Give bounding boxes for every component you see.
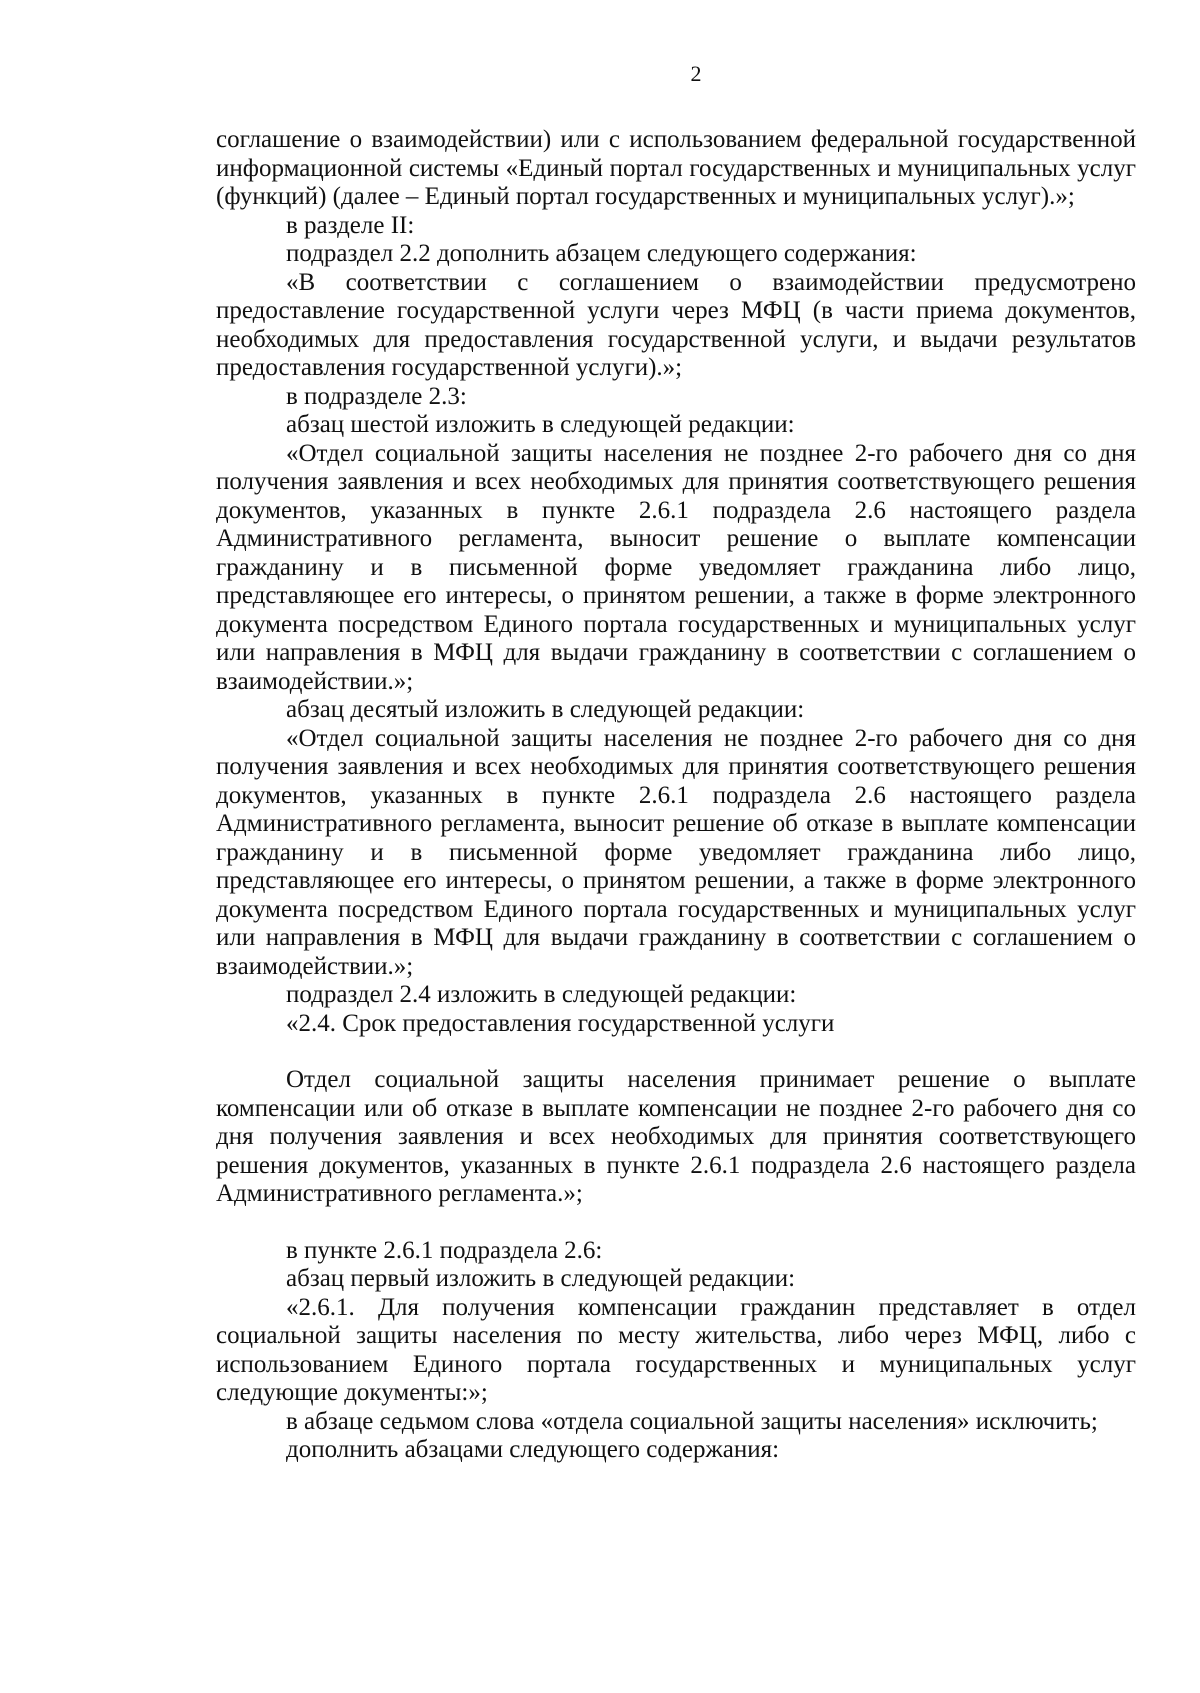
paragraph-abzac-10: абзац десятый изложить в следующей редакции:	[286, 696, 805, 723]
paragraph-abzac-1: абзац первый изложить в следующей редакции:	[286, 1265, 796, 1292]
paragraph-abzac-7: в абзаце седьмом слова «отдела социальной защиты населения» исключить;	[286, 1407, 1098, 1435]
paragraph-quote-2-6-1: «2.6.1. Для получения компенсации гражданин представляет в отдел социальной защиты населения по месту жительства, либо через МФЦ, либо с использованием Единого портала государственных и муниципальных услуг следующие документы:»;	[216, 1293, 1136, 1406]
paragraph-heading-2-4: «2.4. Срок предоставления государственной услуги	[286, 1009, 835, 1037]
paragraph-abzac-6: абзац шестой изложить в следующей редакции:	[286, 411, 795, 438]
paragraph-text-2-4: Отдел социальной защиты населения принимает решение о выплате компенсации или об отказе в выплате компенсации не позднее 2-го рабочего дня со дня получения заявления и всех необходимых для принятия соответствующего решения документов, указанных в пункте 2.6.1 подраздела 2.6 настоящего раздела Административного регламента.»;	[216, 1066, 1136, 1207]
paragraph-add-abzacs: дополнить абзацами следующего содержания:	[286, 1436, 780, 1463]
paragraph-subsection-2-4: подраздел 2.4 изложить в следующей редакции:	[286, 981, 797, 1008]
paragraph-subsection-2-3: в подразделе 2.3:	[286, 382, 467, 410]
paragraph-subsection-2-2: подраздел 2.2 дополнить абзацем следующего содержания:	[286, 240, 917, 267]
paragraph-quote-abzac-10: «Отдел социальной защиты населения не позднее 2-го рабочего дня со дня получения заявления и всех необходимых для принятия соответствующего решения документов, указанных в пункте 2.6.1 подраздела 2.6 настоящего раздела Административного регламента, выносит решение об отказе в выплате компенсации гражданину и в письменной форме уведомляет гражданина либо лицо, представляющее его интересы, о принятом решении, а также в форме электронного документа посредством Единого портала государственных и муниципальных услуг или направления в МФЦ для выдачи гражданину в соответствии с соглашением о взаимодействии.»;	[216, 724, 1136, 980]
paragraph-point-2-6-1: в пункте 2.6.1 подраздела 2.6:	[286, 1236, 603, 1264]
paragraph-quote-2-2: «В соответствии с соглашением о взаимодействии предусмотрено предоставление государственной услуги через МФЦ (в части приема документов, необходимых для предоставления государственной услуги, и выдачи результатов предоставления государственной услуги).»;	[216, 268, 1136, 381]
paragraph-continuation: соглашение о взаимодействии) или с использованием федеральной государственной информационной системы «Единый портал государственных и муниципальных услуг (функций) (далее – Единый портал государственных и муниципальных услуг).»;	[216, 126, 1136, 210]
paragraph-quote-abzac-6: «Отдел социальной защиты населения не позднее 2-го рабочего дня со дня получения заявления и всех необходимых для принятия соответствующего решения документов, указанных в пункте 2.6.1 подраздела 2.6 настоящего раздела Административного регламента, выносит решение о выплате компенсации гражданину и в письменной форме уведомляет гражданина либо лицо, представляющее его интересы, о принятом решении, а также в форме электронного документа посредством Единого портала государственных и муниципальных услуг или направления в МФЦ для выдачи гражданину в соответствии с соглашением о взаимодействии.»;	[216, 439, 1136, 695]
document-page	[216, 60, 1136, 1465]
page-number: 2	[690, 61, 702, 86]
paragraph-section-ii: в разделе II:	[286, 211, 415, 239]
